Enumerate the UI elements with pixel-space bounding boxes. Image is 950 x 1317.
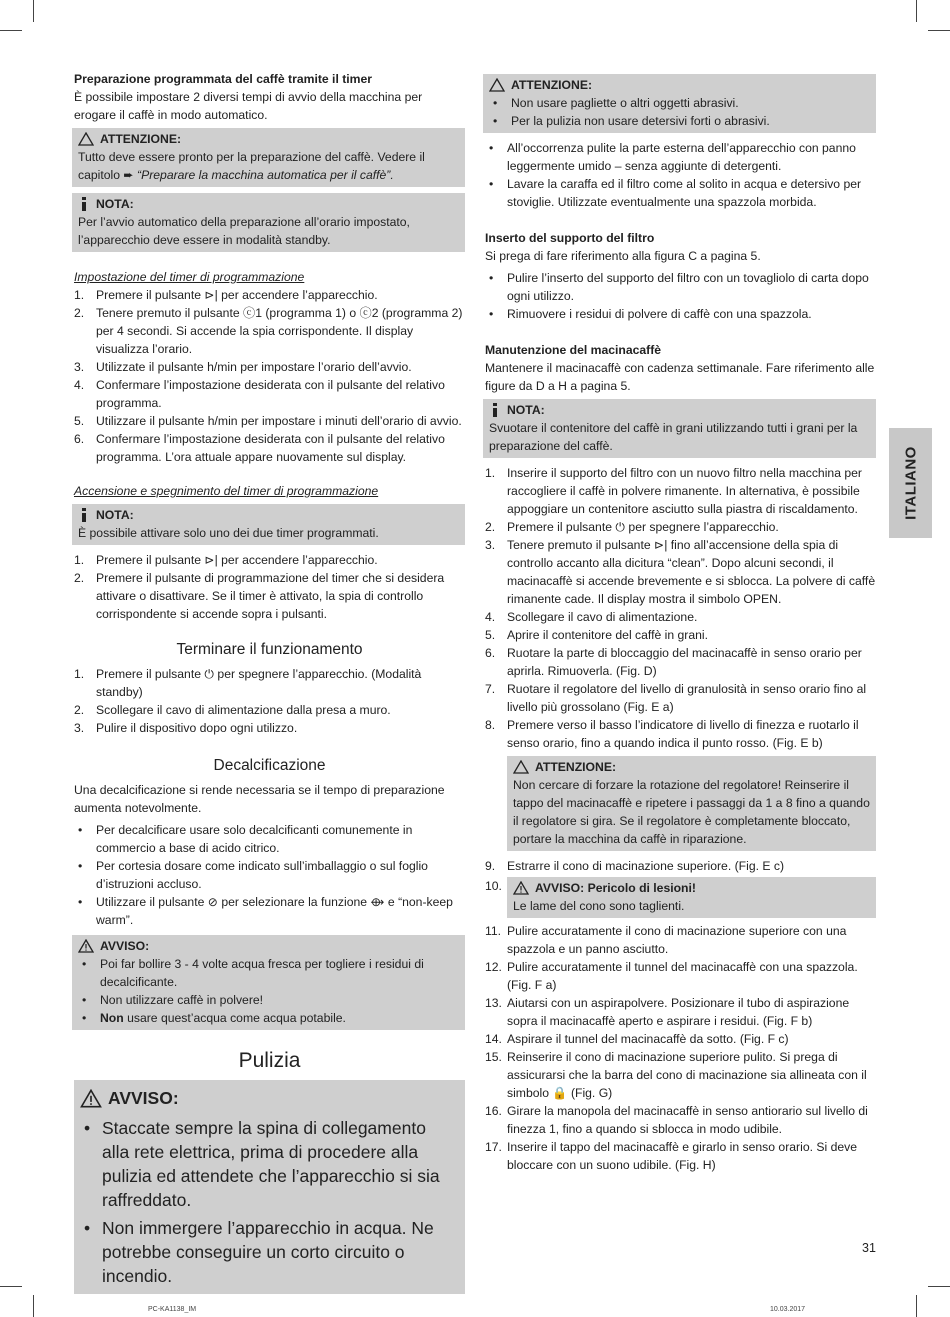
note-title: NOTA: — [96, 197, 134, 211]
list-item: 2. Scollegare il cavo di alimentazione dalla presa a muro. — [74, 703, 391, 717]
filter-intro: Si prega di fare riferimento alla figura C a pagina 5. — [485, 249, 761, 263]
note-box — [72, 504, 465, 545]
attention-title: ATTENZIONE: — [511, 78, 593, 92]
language-label: ITALIANO — [902, 446, 919, 520]
attention-box — [507, 756, 876, 851]
list-item: 1. Inserire il supporto del filtro con un nuovo filtro nella macchina per raccogliere il caffè in polvere rimanente. In alternativa, è possibile appoggiare un contenitore asciutto sulla piastra di riscaldamento. — [485, 466, 862, 516]
list-item: 14. Aspirare il tunnel del macinacaffè da sotto. (Fig. F c) — [485, 1032, 789, 1046]
grinder-steps — [485, 464, 876, 752]
list-item: • All’occorrenza pulite la parte esterna dell’apparecchio con panno leggermente umido – senza aggiunte di detergenti. — [489, 141, 856, 173]
avviso-big-box — [74, 1080, 465, 1294]
list-item: 8. Premere verso il basso l’indicatore di livello di finezza e ruotarlo il senso orario, fino a quando indica il punto rosso. (Fig. E b) — [485, 718, 859, 750]
crop-mark — [33, 1295, 34, 1317]
note-text: È possibile attivare solo uno dei due timer programmati. — [78, 526, 379, 540]
avviso-big-title: AVVISO: — [108, 1088, 179, 1108]
crop-mark — [33, 0, 34, 22]
list-item: 1. Premere il pulsante ⊳| per accendere l’apparecchio. — [74, 553, 378, 567]
setting-title: Impostazione del timer di programmazione — [74, 270, 305, 284]
warning-triangle-icon — [513, 760, 529, 774]
list-item: • Non usare quest’acqua come acqua potabile. — [82, 1011, 346, 1025]
list-item: • Lavare la caraffa ed il filtro come al solito in acqua e detersivo per stoviglie. Utilizzate eventualmente una spazzola morbida. — [489, 177, 862, 209]
list-item: 6. Confermare l’impostazione desiderata con il pulsante del relativo programma. L’ora attuale appare nuovamente sul display. — [74, 432, 445, 464]
list-item: 6. Ruotare la parte di bloccaggio del macinacaffè in senso orario per aprirla. Rimuoverla. (Fig. D) — [485, 646, 862, 678]
timer-title: Preparazione programmata del caffè tramite il timer — [74, 72, 373, 86]
list-item: 17. Inserire il tappo del macinacaffè e girarlo in senso orario. Si deve bloccare con un suono udibile. (Fig. H) — [485, 1140, 858, 1172]
list-item: • Pulire l’inserto del supporto del filtro con un tovagliolo di carta dopo ogni utilizzo. — [489, 271, 869, 303]
list-item: 15. Reinserire il cono di macinazione superiore pulito. Si prega di assicurarsi che la barra del cono di macinazione sia allineata con il simbolo 🔒 (Fig. G) — [485, 1050, 867, 1100]
list-item: 1. Premere il pulsante ⏻ per spegnere l’apparecchio. (Modalità standby) — [74, 667, 422, 699]
right-column — [485, 70, 876, 1174]
attention-title: ATTENZIONE: — [535, 760, 617, 774]
list-item: • Poi far bollire 3 - 4 volte acqua fresca per togliere i residui di decalcificante. — [82, 957, 424, 989]
avviso-box — [507, 877, 876, 918]
page-number: 31 — [862, 1241, 876, 1255]
info-icon — [489, 403, 501, 417]
attention-box — [72, 128, 465, 187]
end-steps — [74, 665, 465, 737]
list-item: 5. Utilizzare il pulsante h/min per impostare i minuti dell’orario di avvio. — [74, 414, 462, 428]
warning-triangle-icon — [78, 132, 94, 146]
emphasis: Non — [100, 1011, 124, 1025]
filter-title: Inserto del supporto del filtro — [485, 231, 655, 245]
list-item: 3. Tenere premuto il pulsante ⊳| fino all’accensione della spia di controllo accanto alla dicitura “clean”. Dopo alcuni secondi, il macinacaffè si accende brevemente e si sblocca. La polvere di caffè rimanente cade. Il display mostra il simbolo OPEN. — [485, 538, 876, 606]
crop-mark — [916, 1295, 917, 1317]
pulizia-title: Pulizia — [238, 1049, 301, 1072]
note-text: Svuotare il contenitore del caffè in grani utilizzando tutti i grani per la preparazione del caffè. — [489, 421, 858, 453]
list-item: • Per cortesia dosare come indicato sull’imballaggio o sul foglio d’istruzioni accluso. — [78, 859, 428, 891]
info-icon — [78, 508, 90, 522]
list-item: 5. Aprire il contenitore del caffè in grani. — [485, 628, 708, 642]
list-item: 3. Utilizzate il pulsante h/min per impostare l’orario dell’avvio. — [74, 360, 412, 374]
list-item: • Per la pulizia non usare detersivi forti o abrasivi. — [493, 114, 770, 128]
crop-mark — [928, 1286, 950, 1287]
note-box — [72, 193, 465, 252]
attention-box — [483, 74, 876, 133]
list-item: 4. Confermare l’impostazione desiderata con il pulsante del relativo programma. — [74, 378, 445, 410]
note-title: NOTA: — [96, 508, 134, 522]
warning-triangle-icon — [80, 1089, 102, 1108]
list-item: 1. Premere il pulsante ⊳| per accendere l’apparecchio. — [74, 288, 378, 302]
avviso-title: AVVISO: — [100, 939, 150, 953]
attention-text: Non cercare di forzare la rotazione del regolatore! Reinserire il tappo del macinacaffè e ripetere i passaggi da 1 a 8 fino a quando il regolatore si gira. Se il regolatore è completamente bloccato, portare la macchina da caffè in riparazione. — [513, 778, 870, 846]
grinder-steps-b — [485, 922, 876, 1174]
warning-triangle-icon — [78, 939, 94, 953]
list-item: • Non immergere l’apparecchio in acqua. Ne potrebbe conseguire un corto circuito o incendio. — [84, 1218, 434, 1286]
warning-triangle-icon — [489, 78, 505, 92]
attention-text: Tutto deve essere pronto per la preparazione del caffè. Vedere il capitolo — [78, 150, 425, 182]
language-tab — [889, 428, 932, 538]
end-title: Terminare il funzionamento — [176, 641, 363, 658]
clean-bullets — [485, 139, 876, 211]
onoff-title: Accensione e spegnimento del timer di programmazione — [74, 484, 379, 498]
decalc-intro: Una decalcificazione si rende necessaria se il tempo di preparazione aumenta notevolmente. — [74, 783, 445, 815]
avviso-title: AVVISO: Pericolo di lesioni! — [535, 881, 696, 895]
list-item: 7. Ruotare il regolatore del livello di granulosità in senso orario fino al livello più grossolano (Fig. E a) — [485, 682, 867, 714]
avviso-box — [72, 935, 465, 1030]
note-title: NOTA: — [507, 403, 545, 417]
list-item: • Non utilizzare caffè in polvere! — [82, 993, 264, 1007]
warning-triangle-icon — [513, 881, 529, 895]
left-column — [74, 70, 465, 1294]
crop-mark — [928, 30, 950, 31]
note-text: Per l’avvio automatico della preparazione all’orario impostato, l’apparecchio deve essere in modalità standby. — [78, 215, 410, 247]
footer-date: 10.03.2017 — [770, 1306, 806, 1313]
footer-doc-id: PC-KA1138_IM — [148, 1306, 197, 1313]
list-item: 16. Girare la manopola del macinacaffè in senso antiorario sul livello di finezza 1, fino a quando si sblocca in modo udibile. — [485, 1104, 868, 1136]
crop-mark — [0, 30, 22, 31]
arrow-icon: ➨ — [123, 168, 134, 182]
list-item: 2. Premere il pulsante ⏻ per spegnere l’apparecchio. — [485, 520, 779, 534]
grinder-title: Manutenzione del macinacaffè — [485, 343, 662, 357]
list-item: 2. Premere il pulsante di programmazione del timer che si desidera attivare o disattivare. Se il timer è attivato, la spia di controllo corrispondente si accende sopra i pulsanti. — [74, 571, 445, 621]
list-item: 13. Aiutarsi con un aspirapolvere. Posizionare il tubo di aspirazione sopra il macinacaffè aperto e aspirare i residui. (Fig. F b) — [485, 996, 850, 1028]
avviso-last-item: Non usare quest’acqua come acqua potabile. — [100, 1011, 346, 1025]
crop-mark — [0, 1286, 22, 1287]
crop-mark — [916, 0, 917, 22]
list-item: • Non usare pagliette o altri oggetti abrasivi. — [493, 96, 739, 110]
avviso-text: Le lame del cono sono taglienti. — [513, 899, 685, 913]
list-item: 4. Scollegare il cavo di alimentazione. — [485, 610, 698, 624]
info-icon — [78, 197, 90, 211]
list-item: • Utilizzare il pulsante ⊘ per selezionare la funzione ⟴ e “non-keep warm”. — [78, 895, 453, 927]
list-item: 12. Pulire accuratamente il tunnel del macinacaffè con una spazzola. (Fig. F a) — [485, 960, 858, 992]
decalc-title: Decalcificazione — [213, 757, 326, 774]
list-item: 3. Pulire il dispositivo dopo ogni utilizzo. — [74, 721, 298, 735]
onoff-steps — [74, 551, 465, 623]
list-item: 9. Estrarre il cono di macinazione superiore. (Fig. E c) — [485, 859, 785, 873]
list-item: • Rimuovere i residui di polvere di caffè con una spazzola. — [489, 307, 812, 321]
note-box — [483, 399, 876, 458]
filter-bullets — [485, 269, 876, 323]
list-item: • Staccate sempre la spina di collegamento alla rete elettrica, prima di procedere alla pulizia ed attendete che l’apparecchio si sia raffreddato. — [84, 1118, 440, 1210]
grinder-intro: Mantenere il macinacaffè con cadenza settimanale. Fare riferimento alle figure da D a H a pagina 5. — [485, 361, 875, 393]
decalc-bullets — [74, 821, 465, 929]
list-item: 2. Tenere premuto il pulsante ⓒ1 (programma 1) o ⓒ2 (programma 2) per 4 secondi. Si accende la spia corrispondente. Il display visualizza l’orario. — [74, 306, 463, 356]
timer-intro: È possibile impostare 2 diversi tempi di avvio della macchina per erogare il caffè in modo automatico. — [74, 90, 423, 122]
attention-title: ATTENZIONE: — [100, 132, 182, 146]
list-item: • Per decalcificare usare solo decalcificanti comunemente in commercio a base di acido citrico. — [78, 823, 413, 855]
list-item: 11. Pulire accuratamente il cono di macinazione superiore con una spazzola e un panno asciutto. — [485, 924, 847, 956]
attention-reference: “Preparare la macchina automatica per il caffè”. — [137, 168, 394, 182]
setting-steps — [74, 286, 465, 466]
list-item: 10. AVVISO: Pericolo di lesioni! Le lame del cono sono taglienti. — [485, 877, 876, 922]
